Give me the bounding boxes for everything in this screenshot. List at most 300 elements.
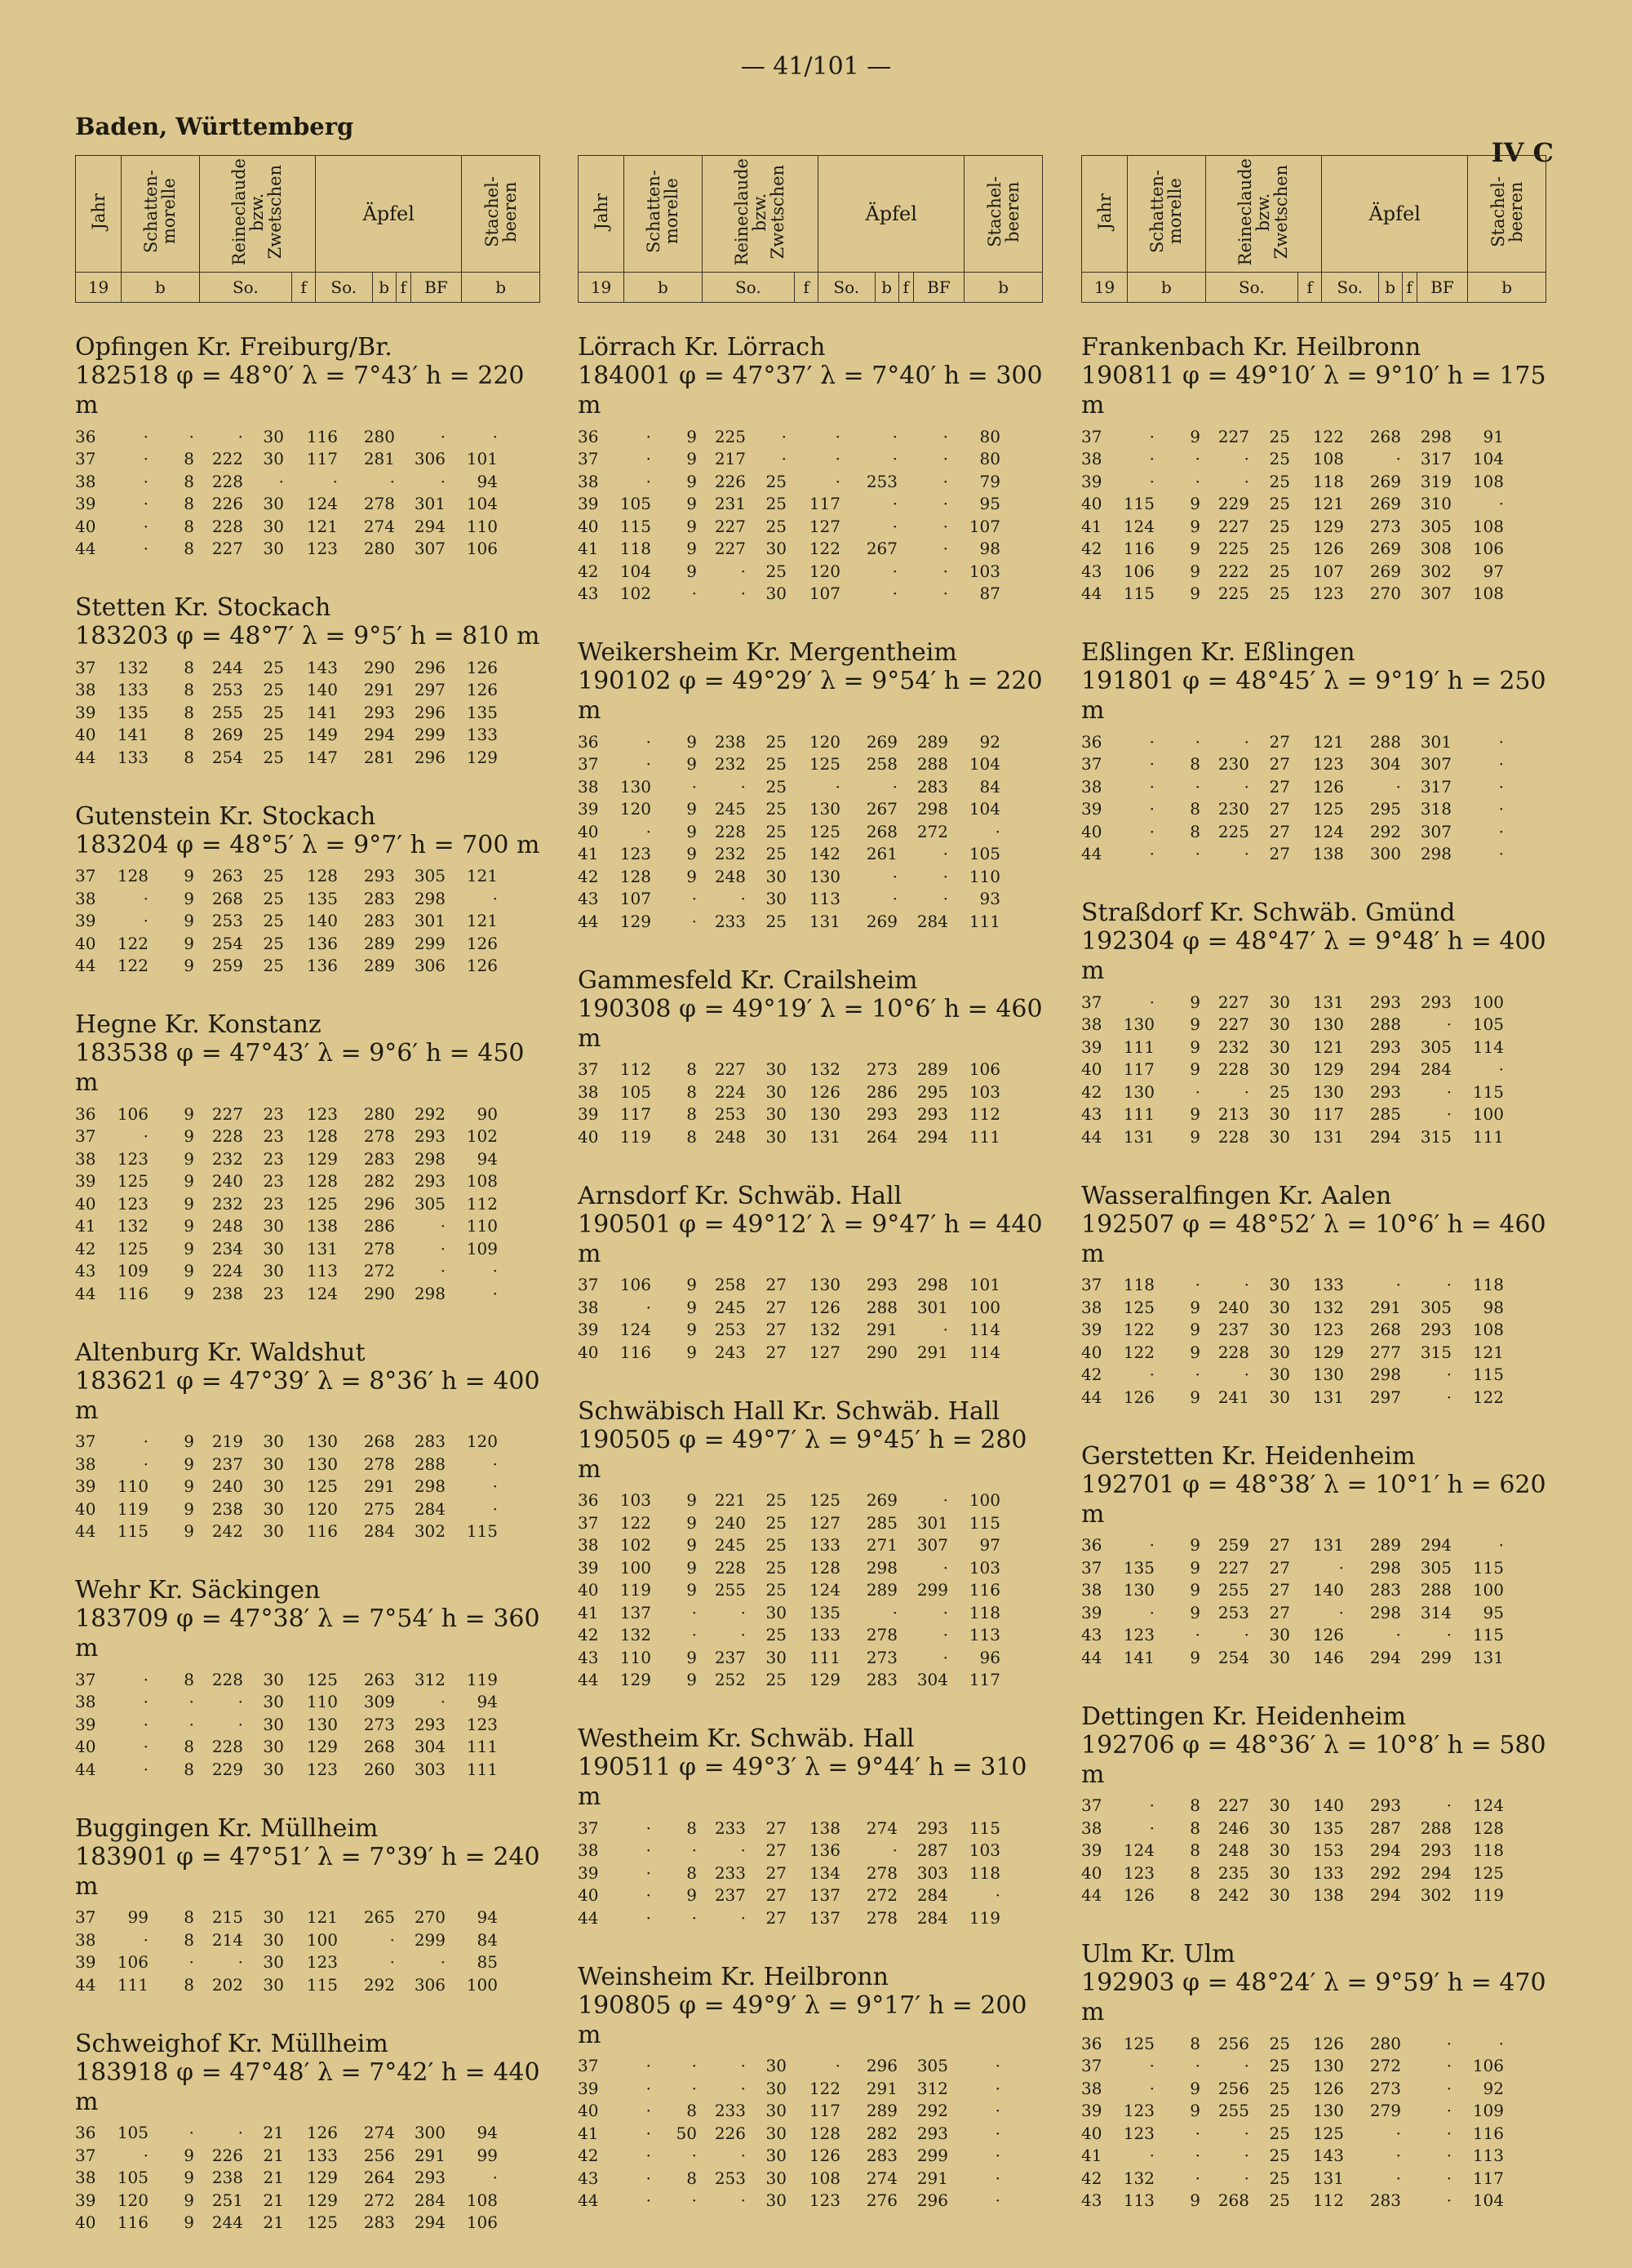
data-cell: 9 xyxy=(686,561,697,581)
station-coordinates: 183203 φ = 48°7′ λ = 9°5′ h = 810 m xyxy=(75,622,540,650)
data-cell: 25 xyxy=(263,956,284,976)
data-cell: 227 xyxy=(1217,1014,1249,1035)
data-cell: 299 xyxy=(916,2146,948,2166)
data-row xyxy=(75,1476,498,1498)
data-cell: 30 xyxy=(263,1521,284,1542)
data-cell: · xyxy=(691,889,697,909)
data-cell: 121 xyxy=(1312,494,1344,514)
data-cell: 132 xyxy=(117,657,149,677)
data-cell: 9 xyxy=(1190,1036,1200,1057)
data-row xyxy=(578,2190,1000,2213)
header-year xyxy=(76,156,122,273)
data-cell: 292 xyxy=(414,1103,446,1124)
data-cell: 116 xyxy=(969,1580,1000,1600)
data-cell: 36 xyxy=(578,731,599,752)
data-cell: 129 xyxy=(619,911,651,931)
data-row xyxy=(1081,798,1504,821)
data-cell: 282 xyxy=(363,1171,395,1192)
data-row xyxy=(75,1520,498,1543)
header-reineclaude-label: Reineclaude bzw. Zwetschen xyxy=(1235,158,1292,266)
data-cell: 317 xyxy=(1420,449,1452,469)
data-cell: 278 xyxy=(363,1126,395,1147)
data-cell: 143 xyxy=(1312,2146,1344,2166)
data-cell: 41 xyxy=(1081,2146,1102,2166)
data-cell: · xyxy=(1195,844,1200,864)
data-row xyxy=(578,1669,1000,1692)
station-block xyxy=(75,1815,540,1996)
data-cell: 9 xyxy=(184,1238,194,1258)
data-cell: · xyxy=(1395,2146,1401,2166)
data-cell: · xyxy=(143,1669,149,1689)
data-cell: 252 xyxy=(714,1670,746,1690)
data-cell: 9 xyxy=(686,1320,697,1340)
data-cell: 138 xyxy=(809,1818,840,1838)
data-row xyxy=(578,1906,1000,1929)
station-list xyxy=(1081,334,1546,2212)
data-cell: 283 xyxy=(1369,2190,1401,2211)
data-cell: · xyxy=(1149,1795,1155,1816)
data-cell: 92 xyxy=(979,731,1000,752)
data-row xyxy=(578,1103,1000,1126)
data-cell: 39 xyxy=(578,494,599,514)
data-cell: 308 xyxy=(1420,539,1452,559)
data-cell: · xyxy=(440,471,446,491)
data-cell: 283 xyxy=(363,911,395,931)
data-cell: 129 xyxy=(466,747,498,767)
data-cell: 103 xyxy=(969,561,1000,581)
data-cell: · xyxy=(942,426,948,446)
data-cell: 303 xyxy=(414,1759,446,1779)
data-cell: 146 xyxy=(1312,1647,1344,1667)
data-cell: 126 xyxy=(1123,1387,1155,1407)
data-cell: 298 xyxy=(414,1283,446,1303)
column-header xyxy=(1081,155,1546,303)
data-cell: 121 xyxy=(466,866,498,886)
data-cell: 281 xyxy=(363,449,395,469)
data-cell: 130 xyxy=(306,1454,338,1474)
station-name: Altenburg Kr. Waldshut xyxy=(75,1338,366,1367)
data-row xyxy=(75,1453,498,1476)
data-cell: · xyxy=(942,1320,948,1340)
data-cell: 101 xyxy=(466,449,498,469)
data-cell: · xyxy=(645,731,651,752)
data-cell: · xyxy=(440,1261,446,1281)
data-cell: 92 xyxy=(1483,2078,1504,2098)
data-cell: 111 xyxy=(466,1737,498,1757)
data-cell: 274 xyxy=(866,2168,898,2188)
data-cell: 40 xyxy=(75,725,96,745)
data-cell: 8 xyxy=(184,516,194,536)
data-cell: · xyxy=(1446,1625,1452,1645)
data-cell: · xyxy=(389,1952,395,1973)
data-cell: 299 xyxy=(414,725,446,745)
data-cell: · xyxy=(995,2101,1000,2121)
header-schattenmorelle-label: Schatten- morelle xyxy=(644,170,682,254)
data-cell: 97 xyxy=(979,1535,1000,1556)
data-cell: · xyxy=(892,561,898,581)
data-row xyxy=(75,538,498,561)
data-cell: · xyxy=(1244,2056,1249,2076)
data-cell: 130 xyxy=(1312,1365,1344,1385)
data-cell: 298 xyxy=(1369,1557,1401,1578)
data-row xyxy=(75,1713,498,1736)
data-cell: 9 xyxy=(686,1275,697,1295)
data-cell: 131 xyxy=(1123,1126,1155,1147)
data-cell: 244 xyxy=(211,2213,243,2233)
data-cell: · xyxy=(645,1862,651,1883)
data-cell: 303 xyxy=(916,1862,948,1883)
data-cell: 224 xyxy=(714,1081,746,1102)
data-cell: 126 xyxy=(1312,2033,1344,2053)
data-cell: 9 xyxy=(686,754,697,774)
data-row xyxy=(1081,560,1504,583)
data-cell: 130 xyxy=(619,776,651,797)
data-cell: 30 xyxy=(263,516,284,536)
data-row xyxy=(578,2167,1000,2190)
data-cell: 268 xyxy=(211,888,243,908)
station-block xyxy=(578,1725,1043,1929)
data-cell: 289 xyxy=(866,1580,898,1600)
data-cell: 130 xyxy=(1123,1580,1155,1600)
station-block xyxy=(578,639,1043,933)
data-cell: 44 xyxy=(1081,584,1102,604)
data-cell: 133 xyxy=(306,2145,338,2165)
data-cell: · xyxy=(645,1818,651,1838)
data-cell: 25 xyxy=(1269,471,1290,491)
data-cell: · xyxy=(1149,426,1155,446)
data-cell: 274 xyxy=(866,1818,898,1838)
station-coordinates: 183918 φ = 47°48′ λ = 7°42′ h = 440 m xyxy=(75,2057,540,2116)
data-cell: 298 xyxy=(1420,426,1452,446)
data-cell: 44 xyxy=(1081,1387,1102,1407)
header-stachelbeeren-label: Stachel- beeren xyxy=(1488,176,1526,247)
data-cell: 37 xyxy=(578,1275,599,1295)
data-cell: 27 xyxy=(1269,844,1290,864)
data-cell: 294 xyxy=(1369,1059,1401,1080)
data-cell: 131 xyxy=(1312,1126,1344,1147)
data-cell: 30 xyxy=(263,1929,284,1950)
data-cell: 9 xyxy=(686,1557,697,1578)
data-cell: 274 xyxy=(363,516,395,536)
data-cell: 8 xyxy=(686,1059,697,1080)
data-row xyxy=(75,1125,498,1148)
data-cell: · xyxy=(1395,776,1401,797)
data-cell: · xyxy=(1244,471,1249,491)
data-cell: 227 xyxy=(1217,1557,1249,1578)
data-row xyxy=(75,746,498,769)
data-cell: 269 xyxy=(1369,561,1401,581)
data-cell: 272 xyxy=(916,821,948,841)
data-cell: 30 xyxy=(1269,1387,1290,1407)
data-cell: 106 xyxy=(117,1103,149,1124)
data-cell: 8 xyxy=(1190,799,1200,819)
data-cell: · xyxy=(1446,2056,1452,2076)
data-cell: 37 xyxy=(1081,426,1102,446)
data-cell: 287 xyxy=(916,1840,948,1861)
data-cell: 8 xyxy=(1190,1862,1200,1883)
data-cell: 284 xyxy=(916,1907,948,1928)
data-cell: 229 xyxy=(211,1759,243,1779)
data-cell: 268 xyxy=(866,821,898,841)
data-cell: · xyxy=(645,449,651,469)
data-cell: 9 xyxy=(1190,2101,1200,2121)
data-cell: · xyxy=(740,2190,746,2211)
data-cell: 127 xyxy=(809,1342,840,1362)
data-cell: 25 xyxy=(765,799,787,819)
data-row xyxy=(578,1274,1000,1297)
data-cell: 27 xyxy=(1269,799,1290,819)
data-cell: · xyxy=(1149,844,1155,864)
data-cell: 291 xyxy=(363,1476,395,1497)
data-cell: 237 xyxy=(1217,1320,1249,1340)
data-cell: · xyxy=(1149,2078,1155,2098)
data-cell: 225 xyxy=(714,426,746,446)
data-cell: 289 xyxy=(916,1059,948,1080)
data-cell: 130 xyxy=(306,1714,338,1734)
data-cell: 283 xyxy=(363,2213,395,2233)
data-cell: 118 xyxy=(619,539,651,559)
data-cell: · xyxy=(1195,2146,1200,2166)
data-cell: 103 xyxy=(969,1557,1000,1578)
data-cell: 288 xyxy=(1420,1580,1452,1600)
data-cell: 43 xyxy=(1081,1104,1102,1125)
data-cell: 294 xyxy=(1420,1535,1452,1556)
data-cell: 289 xyxy=(1369,1535,1401,1556)
data-cell: 42 xyxy=(578,866,599,886)
data-cell: 270 xyxy=(414,1907,446,1928)
data-cell: 254 xyxy=(1217,1647,1249,1667)
data-cell: 36 xyxy=(75,2123,96,2143)
data-row xyxy=(1081,1386,1504,1409)
data-cell: 107 xyxy=(1312,561,1344,581)
header-apfel: Äpfel xyxy=(316,156,462,273)
header-sub-cell: 19 xyxy=(579,273,624,303)
data-row xyxy=(1081,1817,1504,1840)
data-cell: · xyxy=(892,494,898,514)
data-cell: 273 xyxy=(866,1647,898,1667)
data-cell: 306 xyxy=(414,449,446,469)
data-row xyxy=(1081,1103,1504,1126)
data-cell: · xyxy=(1446,1275,1452,1295)
data-cell: 43 xyxy=(1081,561,1102,581)
header-row xyxy=(579,156,1043,273)
data-cell: · xyxy=(645,2101,651,2121)
station-data-table xyxy=(1081,1534,1504,1669)
data-cell: 125 xyxy=(306,1193,338,1214)
data-cell: 133 xyxy=(466,725,498,745)
data-cell: 38 xyxy=(1081,1297,1102,1317)
data-cell: 37 xyxy=(75,1431,96,1452)
data-cell: · xyxy=(835,776,840,797)
data-cell: 226 xyxy=(211,494,243,514)
data-cell: 294 xyxy=(1420,1862,1452,1883)
data-row xyxy=(75,865,498,888)
data-cell: 290 xyxy=(363,657,395,677)
data-row xyxy=(578,2100,1000,2123)
data-cell: 307 xyxy=(414,539,446,559)
data-cell: 272 xyxy=(866,1885,898,1906)
data-cell: 30 xyxy=(1269,1126,1290,1147)
data-cell: 30 xyxy=(1269,1297,1290,1317)
data-row xyxy=(75,1260,498,1283)
data-cell: · xyxy=(143,539,149,559)
station-name: Hegne Kr. Konstanz xyxy=(75,1010,322,1039)
station-name: Lörrach Kr. Lörrach xyxy=(578,333,826,362)
data-row xyxy=(578,1059,1000,1081)
data-cell: 119 xyxy=(619,1126,651,1147)
data-cell: 21 xyxy=(263,2123,284,2143)
data-cell: 268 xyxy=(1369,426,1401,446)
data-cell: 100 xyxy=(969,1490,1000,1511)
data-cell: 25 xyxy=(1269,2033,1290,2053)
data-cell: 265 xyxy=(363,1907,395,1928)
data-cell: 284 xyxy=(1420,1059,1452,1080)
data-cell: 25 xyxy=(1269,2190,1290,2211)
data-row xyxy=(578,888,1000,911)
data-cell: 125 xyxy=(1123,2033,1155,2053)
data-cell: 305 xyxy=(1420,1557,1452,1578)
data-cell: · xyxy=(1244,2146,1249,2166)
data-cell: 130 xyxy=(809,1104,840,1125)
data-row xyxy=(75,2144,498,2167)
data-cell: 291 xyxy=(866,1320,898,1340)
data-cell: 39 xyxy=(578,1104,599,1125)
data-cell: 9 xyxy=(1190,1059,1200,1080)
data-row xyxy=(1081,1059,1504,1081)
header-sub-cell: So. xyxy=(199,273,291,303)
data-cell: 240 xyxy=(714,1512,746,1533)
data-cell: 8 xyxy=(1190,821,1200,841)
data-row xyxy=(578,775,1000,798)
data-cell: 293 xyxy=(916,1818,948,1838)
data-cell: 100 xyxy=(1472,1104,1504,1125)
data-cell: 306 xyxy=(414,956,446,976)
data-cell: · xyxy=(1498,731,1504,752)
data-row xyxy=(75,425,498,448)
data-cell: · xyxy=(492,888,498,908)
data-cell: 9 xyxy=(686,516,697,536)
data-cell: · xyxy=(942,866,948,886)
data-cell: · xyxy=(143,2145,149,2165)
data-cell: 128 xyxy=(306,1171,338,1192)
data-cell: 30 xyxy=(1269,1104,1290,1125)
data-cell: · xyxy=(389,1929,395,1950)
data-cell: · xyxy=(1195,2168,1200,2188)
data-cell: 131 xyxy=(1312,1535,1344,1556)
data-cell: 37 xyxy=(1081,754,1102,774)
data-cell: · xyxy=(1498,2033,1504,2053)
data-cell: 293 xyxy=(414,1126,446,1147)
header-stachelbeeren-label: Stachel- beeren xyxy=(984,176,1022,247)
data-cell: 111 xyxy=(1472,1126,1504,1147)
station-name: Weikersheim Kr. Mergentheim xyxy=(578,638,957,667)
data-cell: 122 xyxy=(117,956,149,976)
header-sub-cell: BF xyxy=(913,273,965,303)
data-cell: 280 xyxy=(363,426,395,446)
data-cell: · xyxy=(1149,449,1155,469)
data-cell: 36 xyxy=(75,1103,96,1124)
data-cell: 40 xyxy=(75,1193,96,1214)
data-cell: 98 xyxy=(1483,1297,1504,1317)
data-cell: 227 xyxy=(211,539,243,559)
data-cell: 30 xyxy=(1269,1885,1290,1906)
data-cell: 30 xyxy=(263,1737,284,1757)
data-cell: 286 xyxy=(866,1081,898,1102)
data-cell: 36 xyxy=(1081,731,1102,752)
data-cell: 94 xyxy=(477,471,498,491)
data-cell: 124 xyxy=(1312,821,1344,841)
data-cell: 319 xyxy=(1420,471,1452,491)
data-cell: 8 xyxy=(184,1929,194,1950)
data-cell: 104 xyxy=(1472,449,1504,469)
data-cell: · xyxy=(942,1557,948,1578)
station-coordinates: 183204 φ = 48°5′ λ = 9°7′ h = 700 m xyxy=(75,830,540,859)
station-data-table xyxy=(578,1274,1000,1364)
data-cell: 93 xyxy=(979,889,1000,909)
data-cell: 108 xyxy=(809,2168,840,2188)
data-cell: 276 xyxy=(866,2190,898,2211)
data-cell: · xyxy=(143,1692,149,1712)
data-cell: 111 xyxy=(969,1126,1000,1147)
data-row xyxy=(1081,1364,1504,1387)
data-cell: 25 xyxy=(765,1625,787,1645)
data-cell: 27 xyxy=(765,1907,787,1928)
data-cell: 103 xyxy=(619,1490,651,1511)
data-cell: 268 xyxy=(1369,1320,1401,1340)
data-cell: 263 xyxy=(363,1669,395,1689)
data-row xyxy=(75,1192,498,1215)
data-cell: 293 xyxy=(916,1104,948,1125)
data-row xyxy=(75,724,498,747)
data-cell: 105 xyxy=(969,844,1000,864)
data-cell: 297 xyxy=(1369,1387,1401,1407)
data-cell: 27 xyxy=(1269,1535,1290,1556)
data-row xyxy=(75,493,498,516)
header-stachelbeeren-label: Stachel- beeren xyxy=(481,176,520,247)
data-cell: 126 xyxy=(466,933,498,953)
data-cell: 100 xyxy=(466,1974,498,1995)
data-cell: · xyxy=(645,426,651,446)
data-cell: 116 xyxy=(306,426,338,446)
data-row xyxy=(578,1884,1000,1907)
data-cell: · xyxy=(237,1714,243,1734)
data-cell: 294 xyxy=(363,725,395,745)
data-row xyxy=(75,2212,498,2235)
data-row xyxy=(1081,2122,1504,2145)
data-row xyxy=(578,583,1000,606)
data-cell: 231 xyxy=(714,494,746,514)
data-cell: 9 xyxy=(1190,1297,1200,1317)
data-cell: 222 xyxy=(211,449,243,469)
data-cell: 141 xyxy=(306,702,338,722)
data-cell: 298 xyxy=(916,1275,948,1295)
data-cell: 137 xyxy=(619,1602,651,1622)
data-cell: · xyxy=(1149,821,1155,841)
data-cell: 299 xyxy=(916,1580,948,1600)
data-cell: · xyxy=(143,1759,149,1779)
station-name: Gerstetten Kr. Heidenheim xyxy=(1081,1441,1416,1471)
data-cell: 253 xyxy=(714,1320,746,1340)
data-cell: 312 xyxy=(916,2078,948,2098)
data-cell: 270 xyxy=(1369,584,1401,604)
data-cell: · xyxy=(1446,1104,1452,1125)
data-row xyxy=(578,2077,1000,2100)
column-header xyxy=(578,155,1043,303)
data-cell: 137 xyxy=(809,1885,840,1906)
data-cell: · xyxy=(143,1737,149,1757)
data-cell: · xyxy=(143,911,149,931)
data-row xyxy=(1081,1795,1504,1818)
